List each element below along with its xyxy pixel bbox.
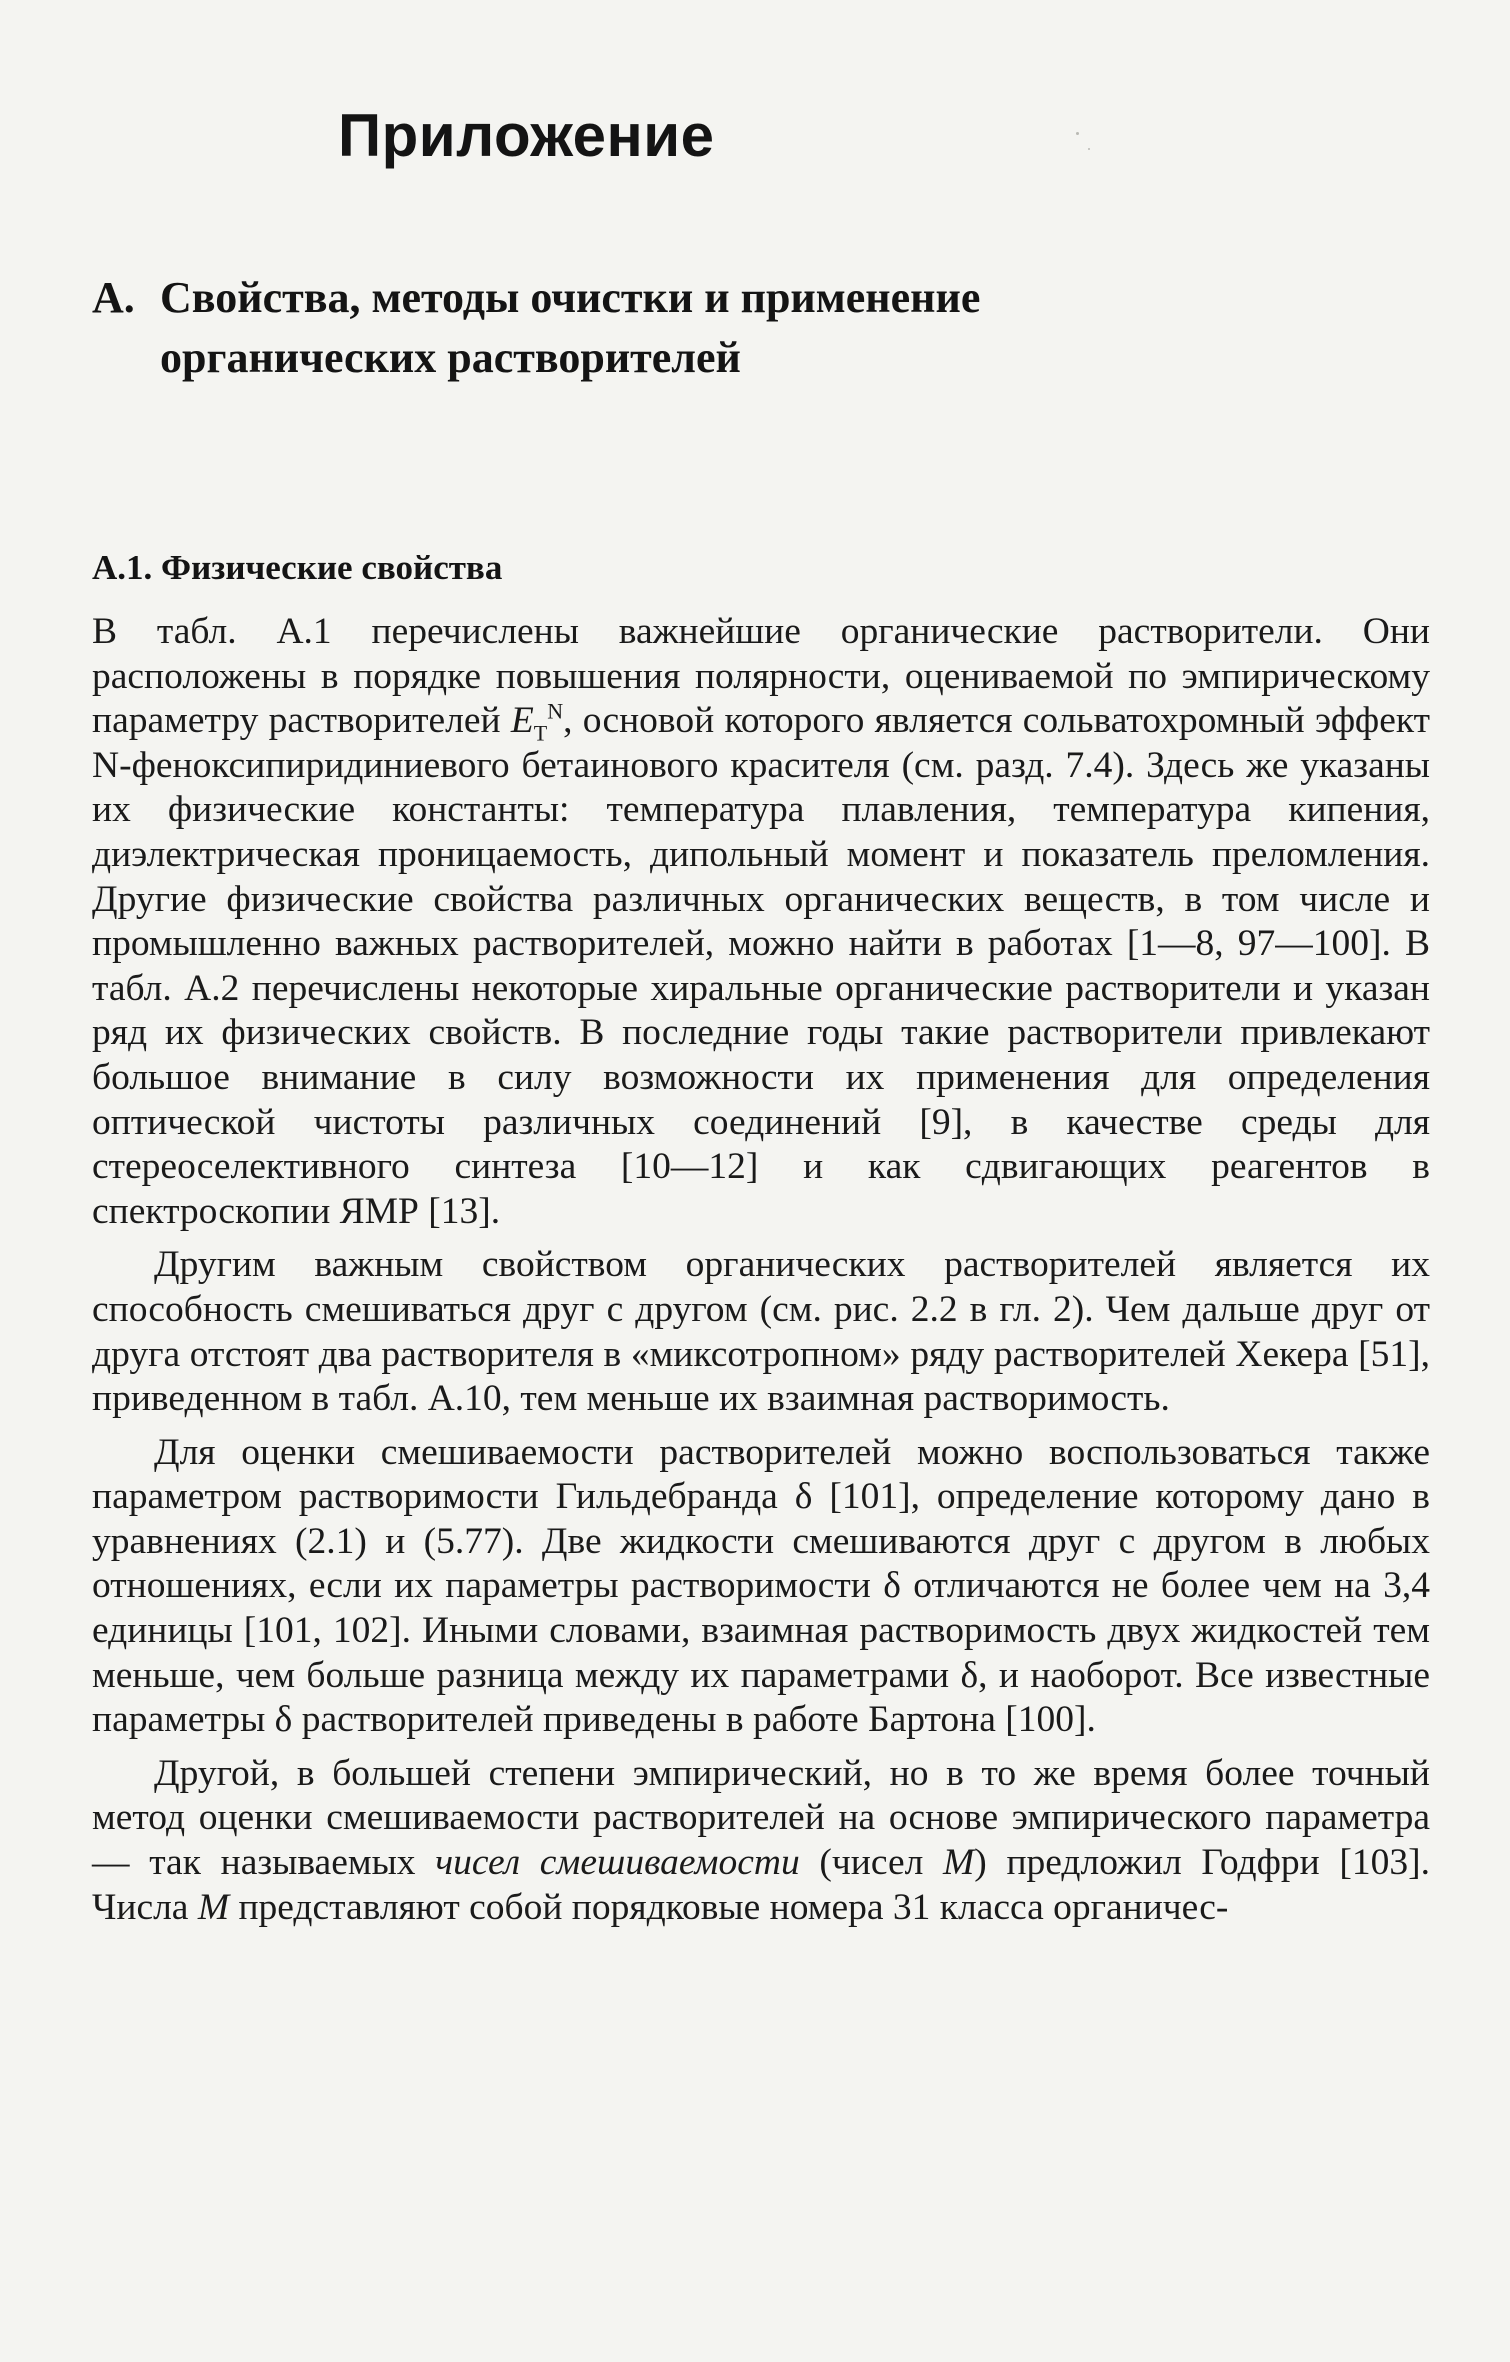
paragraph-1-text-end: , основой которого является сольватохромный эффект N-феноксипиридиниевого бетаинового красителя (см. разд. 7.4). Здесь же указаны их физические константы: температура плавления, температура кипения, диэлектрическая проницаемость, дипольный момент и показатель преломления. Другие физические свойства различных органических веществ, в том числе и промышленно важных растворителей, можно найти в работах [1—8, 97—100]. В табл. А.2 перечислены некоторые хиральные органические растворители и указан ряд их физических свойств. В последние годы такие растворители привлекают большое внимание в силу возможности их применения для определения оптической чистоты различных соединений [9], в качестве среды для стереоселективного синтеза [10—12] и как сдвигающих реагентов в спектроскопии ЯМР [13]. — [92, 700, 1430, 1232]
paragraph-4 — [92, 1752, 1430, 1930]
paragraph-4-text-start: Другой, в большей степени эмпирический, но в то же время более точный метод оценки смешиваемости растворителей на основе эмпирического параметра — так называемых — [92, 1752, 1430, 1884]
paragraph-1 — [92, 610, 1430, 1234]
paragraph-4-text-middle: (чисел — [799, 1842, 944, 1884]
et-parameter-subscript: T — [533, 720, 548, 746]
section-number: А. — [92, 273, 135, 322]
miscibility-numbers-term: чисел смешиваемости — [435, 1842, 800, 1884]
m-symbol: M — [943, 1842, 975, 1884]
paragraph-2: Другим важным свойством органических растворителей является их способность смешиваться друг с другом (см. рис. 2.2 в гл. 2). Чем дальше друг от друга отстоят два растворителя в «миксотропном» ряду растворителей Хекера [51], приведенном в табл. А.10, тем меньше их взаимная растворимость. — [92, 1244, 1430, 1420]
paper-speck — [1076, 132, 1079, 135]
paragraph-3: Для оценки смешиваемости растворителей можно воспользоваться также параметром растворимости Гильдебранда δ [101], определение которому дано в уравнениях (2.1) и (5.77). Две жидкости смешиваются друг с другом в любых отношениях, если их параметры растворимости δ отличаются не более чем на 3,4 единицы [101, 102]. Иными словами, взаимная растворимость двух жидкостей тем меньше, чем больше разница между их параметрами δ, и наоборот. Все известные параметры δ растворителей приведены в работе Бартона [100]. — [92, 1431, 1430, 1741]
appendix-title: Приложение — [338, 102, 715, 169]
paper-speck — [1088, 148, 1090, 150]
paragraph-4-text-after: ) предложил Годфри [103]. Числа — [92, 1842, 1430, 1928]
section-title: Свойства, методы очистки и применение органических растворителей — [160, 273, 981, 382]
paragraph-1-text-start: В табл. А.1 перечислены важнейшие органические растворители. Они расположены в порядке повышения полярности, оцениваемой по эмпирическому параметру растворителей — [92, 611, 1430, 742]
subsection-heading: А.1. Физические свойства — [92, 548, 503, 587]
body-text — [92, 610, 1430, 1930]
paragraph-4-text-end: представляют собой порядковые номера 31 класса органичес- — [229, 1886, 1229, 1928]
et-parameter-superscript: N — [547, 698, 564, 724]
et-parameter-symbol: E — [510, 700, 534, 742]
m-symbol-2: M — [197, 1886, 230, 1928]
